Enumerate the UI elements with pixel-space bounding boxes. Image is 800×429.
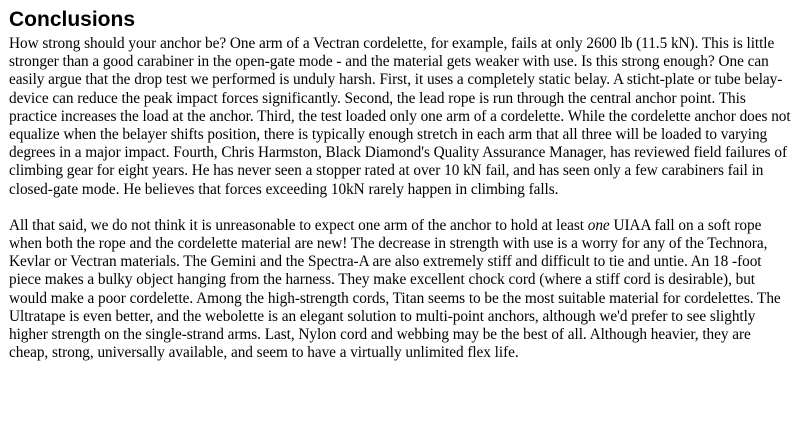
section-heading: Conclusions [9,8,136,31]
paragraph-2-text-start: All that said, we do not think it is unreasonable to expect one arm of the anchor to hold at least [9,216,588,234]
paragraph-2-text-end: UIAA fall on a soft rope when both the rope and the cordelette material are new! The decrease in strength with use is a worry for any of the Technora, Kevlar or Vectran materials. The Gemini and the Spectra-A are also extremely stiff and difficult to tie and untie. An 18 -foot piece makes a bulky object hanging from the harness. They make excellent chock cord (where a stiff cord is desirable), but would make a poor cordelette. Among the high-strength cords, Titan seems to be the most suitable material for cordelettes. The Ultratape is even better, and the webolette is an elegant solution to multi-point anchors, although we'd prefer to see slightly higher strength on the single-strand arms. Last, Nylon cord and webbing may be the best of all. Although heavier, they are cheap, strong, universally available, and seem to have a virtually unlimited flex life. [9,216,781,362]
document-page [9,6,793,362]
paragraph-2-emphasis: one [587,216,610,234]
paragraph-2 [9,217,793,363]
paragraph-1: How strong should your anchor be? One arm of a Vectran cordelette, for example, fails at only 2600 lb (11.5 kN). This is little stronger than a good carabiner in the open-gate mode - and the material gets weaker with use. Is this strong enough? One can easily argue that the drop test we performed is unduly harsh. First, it uses a completely static belay. A sticht-plate or tube belay-device can reduce the peak impact forces significantly. Second, the lead rope is run through the central anchor point. This practice increases the load at the anchor. Third, the test loaded only one arm of a cordelette. While the cordelette anchor does not equalize when the belayer shifts position, there is typically enough stretch in each arm that all three will be loaded to varying degrees in a major impact. Fourth, Chris Harmston, Black Diamond's Quality Assurance Manager, has reviewed field failures of climbing gear for eight years. He has never seen a stopper rated at over 10 kN fail, and has seen only a few carabiners fail in closed-gate mode. He believes that forces exceeding 10kN rarely happen in climbing falls. [9,35,791,198]
